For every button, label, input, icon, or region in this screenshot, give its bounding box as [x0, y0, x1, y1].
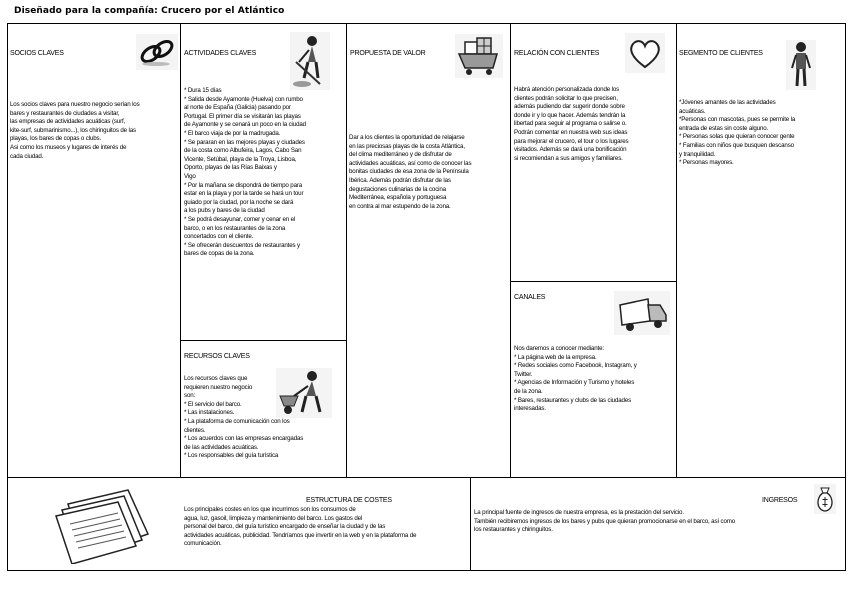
relacion-text: [514, 86, 674, 163]
canales-line: * Bares, restaurantes y clubs de las ciudades: [514, 396, 632, 404]
socios-line: bares y restaurantes de ciudades a visitar,: [10, 109, 120, 117]
chain-links-icon: [136, 34, 178, 70]
costes-line: actividades acuáticas, publicidad. Tendríamos que invertir en la web y en la plataforma de: [184, 531, 417, 539]
ingresos-line: La principal fuente de ingresos de nuestra empresa, es la prestación del servicio.: [474, 509, 684, 516]
relacion-line: si recomiendan a sus amigos y familiares.: [514, 154, 623, 162]
segmento-line: *Jóvenes amantes de las actividades: [679, 99, 776, 106]
recursos-text: [184, 375, 344, 461]
canales-line: interesadas.: [514, 405, 546, 413]
propuesta-line: del clima mediterráneo y de disfrutar de: [349, 151, 452, 159]
socios-line: Los socios claves para nuestro negocio serían los: [10, 101, 140, 108]
actividades-line: * Salida desde Ayamonte (Huelva) con rumbo: [184, 95, 303, 103]
segmento-text: [679, 99, 844, 168]
mid-border: [7, 477, 845, 478]
actividades-heading: ACTIVIDADES CLAVES: [184, 50, 257, 57]
relacion-line: además pudiendo dar sugerir donde sobre: [514, 103, 625, 111]
heart-icon: [625, 33, 665, 73]
relacion-line: Habrá atención personalizada donde los: [514, 86, 620, 93]
relacion-line: donde ir y lo que hacer. Además tendrán la: [514, 111, 626, 119]
divider-actividades: [346, 23, 347, 478]
canales-line: * Agencias de Información y Turismo y hoteles: [514, 379, 635, 387]
canales-line: Nos daremos a conocer mediante:: [514, 345, 604, 352]
segmento-line: entrada de estas sin coste alguno.: [679, 124, 769, 132]
top-border: [7, 23, 845, 24]
segmento-heading: SEGMENTO DE CLIENTES: [679, 50, 763, 57]
delivery-truck-icon: [614, 291, 670, 335]
gift-cart-icon: [455, 34, 503, 78]
socios-line: kite-surf, submarinismo...), los chiringuitos de las: [10, 126, 136, 134]
actividades-line: barco, o en los restaurantes de la zona: [184, 224, 286, 232]
recursos-line: * El servicio del barco.: [184, 400, 242, 408]
propuesta-line: Ibérica. Además podrán disfrutar de las: [349, 176, 451, 184]
propuesta-line: degustaciones culinarias de la cocina: [349, 185, 446, 193]
canales-line: de la zona.: [514, 387, 543, 395]
actividades-line: * Por la mañana se dispondrá de tiempo para: [184, 181, 303, 189]
divider-socios: [180, 23, 181, 478]
canales-line: * Redes sociales como Facebook, Instagram, y: [514, 362, 637, 370]
actividades-line: * Se pararan en las mejores playas y ciudades: [184, 138, 305, 146]
costes-line: comunicación.: [184, 540, 222, 548]
segmento-line: *Personas con mascotas, pues se permite la: [679, 116, 796, 124]
propuesta-line: actividades acuáticas, así como de conocer las: [349, 159, 472, 167]
relacion-line: clientes podrán solicitar lo que precisen,: [514, 94, 618, 102]
recursos-line: * Los acuerdos con las empresas encargadas: [184, 435, 304, 443]
actividades-line: a los pubs y bares de la ciudad: [184, 207, 265, 215]
costes-text: [184, 506, 468, 549]
costes-heading: ESTRUCTURA DE COSTES: [306, 497, 392, 504]
recursos-line: de las actividades acuáticas.: [184, 443, 259, 451]
canales-heading: CANALES: [514, 294, 546, 301]
actividades-line: guiado por la ciudad, por la noche se dará: [184, 198, 294, 206]
recursos-line: son:: [184, 392, 196, 400]
recursos-line: * La plataforma de comunicación con los: [184, 417, 290, 425]
costes-line: personal del barco, del guía turístico encargado de enseñar la ciudad y de las: [184, 523, 386, 531]
ingresos-heading: INGRESOS: [762, 497, 798, 504]
relacion-line: para mejorar el crucero, el tour o los lugares: [514, 137, 629, 145]
propuesta-line: Mediterránea, española y portuguesa: [349, 194, 447, 202]
actividades-line: de Ayamonte y se cenará un poco en la ciudad: [184, 121, 306, 129]
stacked-papers-icon: [48, 484, 158, 564]
segmento-line: y tranquilidad.: [679, 150, 716, 158]
actividades-line: * Dura 15 días: [184, 87, 222, 94]
ingresos-line: los restaurantes y chiringuitos.: [474, 526, 553, 534]
divider-propuesta: [510, 23, 511, 478]
worker-icon: [290, 32, 330, 90]
actividades-line: * El barco viaja de por la madrugada.: [184, 129, 281, 137]
relacion-line: libertad para seguir al programa o salirse o.: [514, 120, 627, 128]
segmento-line: acuáticas.: [679, 107, 706, 115]
costes-line: Los principales costes en los que incurrimos son los consumos de: [184, 506, 356, 513]
divider-relacion: [676, 23, 677, 478]
propuesta-line: bonitas ciudades de esa zona de la Península: [349, 168, 469, 176]
segmento-line: * Familias con niños que busquen descanso: [679, 141, 794, 149]
segmento-line: * Personas mayores.: [679, 159, 734, 167]
actividades-line: bares de copas de la zona.: [184, 250, 255, 258]
canvas-title: Diseñado para la compañía: Crucero por el Atlántico: [14, 6, 285, 16]
recursos-heading: RECURSOS CLAVES: [184, 353, 250, 360]
canales-text: [514, 345, 674, 414]
divider-recursos: [180, 340, 347, 341]
actividades-line: al norte de España (Galicia) pasando por: [184, 104, 291, 112]
ingresos-line: También recibiremos ingresos de los bares y pubs que quieran promocionarse en el barco, así como: [474, 517, 736, 525]
actividades-text: [184, 87, 344, 259]
actividades-line: * Se ofrecerán descuentos de restaurantes y: [184, 241, 300, 249]
socios-line: playas, los bares de copas o clubs.: [10, 135, 102, 143]
recursos-line: Los recursos claves que: [184, 375, 248, 382]
relacion-line: Podrán comentar en nuestra web sus ideas: [514, 128, 628, 136]
actividades-line: Vigo: [184, 172, 196, 180]
recursos-line: * Las instalaciones.: [184, 409, 235, 417]
canales-line: Twitter.: [514, 370, 533, 378]
relacion-line: visitados. Además se dará una bonificación: [514, 146, 627, 154]
propuesta-heading: PROPUESTA DE VALOR: [350, 50, 426, 57]
socios-heading: SOCIOS CLAVES: [10, 50, 64, 57]
canales-line: * La página web de la empresa.: [514, 353, 597, 361]
propuesta-line: en contra al mar estupendo de la zona.: [349, 202, 451, 210]
socios-line: Asi como los museos y lugares de interés de: [10, 143, 127, 151]
propuesta-text: [349, 134, 509, 211]
left-border: [7, 23, 8, 571]
actividades-line: concertados con el cliente.: [184, 233, 254, 241]
money-bag-icon: [814, 484, 836, 514]
actividades-line: Portugal. El primer día se visitarán las playas: [184, 112, 301, 120]
recursos-line: * Los responsables del guía turística: [184, 452, 279, 460]
bottom-border: [7, 570, 845, 571]
actividades-line: Oporto, playas de las Rías Baixas y: [184, 164, 277, 172]
socios-line: cada ciudad.: [10, 152, 44, 160]
recursos-line: clientes.: [184, 426, 206, 434]
right-border: [845, 23, 846, 571]
divider-costes: [470, 477, 471, 571]
propuesta-line: Dar a los clientes la oportunidad de relajarse: [349, 134, 465, 141]
actividades-line: de la costa como Albufeira, Lagos, Cabo San: [184, 147, 302, 155]
socios-text: [10, 101, 178, 161]
relacion-heading: RELACIÓN CON CLIENTES: [514, 50, 600, 57]
segmento-line: * Personas solas que quieran conocer gente: [679, 133, 795, 141]
actividades-line: estar en la playa y por la tarde se hará un tour: [184, 190, 304, 198]
recursos-line: requieren nuestro negocio: [184, 383, 253, 391]
divider-canales: [510, 281, 677, 282]
ingresos-text: [474, 509, 814, 535]
actividades-line: Vicente, Setúbal, playa de la Troya, Lisboa,: [184, 155, 297, 163]
actividades-line: * Se podrá desayunar, comer y cenar en el: [184, 215, 296, 223]
standing-person-icon: [786, 40, 816, 90]
socios-line: las empresas de actividades acuáticas (surf,: [10, 118, 126, 126]
propuesta-line: en las preciosas playas de la costa Atlántica,: [349, 142, 465, 150]
costes-line: agua, luz, gasoil, limpieza y mantenimiento del barco. Los gastos del: [184, 514, 363, 522]
